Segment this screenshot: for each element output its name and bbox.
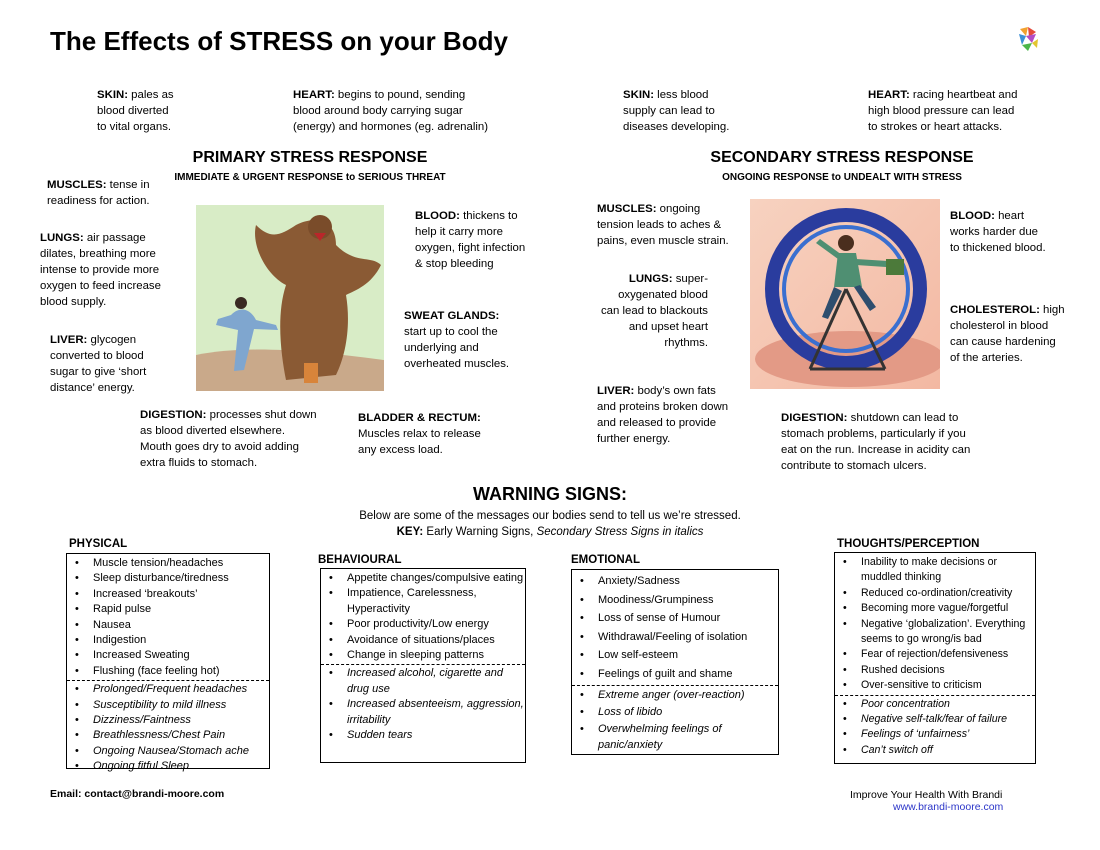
list-item: • Impatience, Carelessness, Hyperactivity	[347, 586, 525, 617]
list-item: • Overwhelming feelings of panic/anxiety	[598, 722, 778, 753]
physical-box	[66, 553, 270, 773]
list-item: • Nausea	[93, 618, 269, 633]
behavioural-heading: BEHAVIOURAL	[318, 554, 402, 566]
list-item: • Low self-esteem	[598, 646, 778, 665]
physical-early-list	[67, 556, 269, 679]
primary-skin: SKIN: pales as blood diverted to vital organs.	[97, 89, 174, 133]
list-item: • Sleep disturbance/tiredness	[93, 571, 269, 586]
list-item: • Breathlessness/Chest Pain	[93, 728, 269, 743]
warning-key: KEY: Early Warning Signs, Secondary Stress Signs in italics	[396, 526, 704, 538]
list-item: • Susceptibility to mild illness	[93, 698, 269, 713]
list-item: • Rapid pulse	[93, 602, 269, 617]
list-item: • Increased ‘breakouts’	[93, 587, 269, 602]
behavioural-secondary-list	[321, 666, 525, 743]
divider	[572, 685, 778, 686]
primary-bladder: BLADDER & RECTUM: Muscles relax to release any excess load.	[358, 412, 481, 456]
list-item: • Negative ‘globalization’. Everything seems to go wrong/is bad	[861, 617, 1035, 648]
primary-sweat-glands: SWEAT GLANDS: start up to cool the underlying and overheated muscles.	[404, 310, 510, 370]
warning-intro: Below are some of the messages our bodies send to tell us we’re stressed.	[359, 510, 741, 522]
secondary-subheading: ONGOING RESPONSE to UNDEALT WITH STRESS	[722, 172, 962, 183]
secondary-cholesterol: CHOLESTEROL: high cholesterol in blood can cause hardening of the arteries.	[950, 304, 1065, 364]
secondary-muscles: MUSCLES: ongoing tension leads to aches & pains, even muscle strain.	[597, 203, 729, 247]
list-item: • Feelings of guilt and shame	[598, 665, 778, 684]
bear-illustration	[196, 205, 384, 391]
thoughts-early-list	[835, 555, 1035, 694]
list-item: • Withdrawal/Feeling of isolation	[598, 628, 778, 647]
physical-secondary-list	[67, 682, 269, 774]
list-item: • Poor productivity/Low energy	[347, 617, 525, 632]
emotional-secondary-list	[572, 688, 778, 754]
list-item: • Appetite changes/compulsive eating	[347, 571, 525, 586]
list-item: • Feelings of ‘unfairness’	[861, 727, 1035, 742]
list-item: • Loss of libido	[598, 705, 778, 720]
list-item: • Increased absenteeism, aggression, irritability	[347, 697, 525, 728]
list-item: • Inability to make decisions or muddled thinking	[861, 555, 1035, 586]
footer-tagline: Improve Your Health With Brandi	[850, 789, 1003, 801]
list-item: • Change in sleeping patterns	[347, 648, 525, 663]
list-item: • Reduced co-ordination/creativity	[861, 586, 1035, 601]
list-item: • Avoidance of situations/places	[347, 633, 525, 648]
list-item: • Extreme anger (over-reaction)	[598, 688, 778, 703]
secondary-skin: SKIN: less blood supply can lead to diseases developing.	[623, 89, 730, 133]
list-item: • Ongoing Nausea/Stomach ache	[93, 744, 269, 759]
list-item: • Loss of sense of Humour	[598, 609, 778, 628]
primary-blood: BLOOD: thickens to help it carry more oxygen, fight infection & stop bleeding	[415, 210, 526, 270]
primary-lungs: LUNGS: air passage dilates, breathing more intense to provide more oxygen to feed increase blood supply.	[40, 232, 161, 308]
list-item: • Dizziness/Faintness	[93, 713, 269, 728]
list-item: • Indigestion	[93, 633, 269, 648]
page-title: The Effects of STRESS on your Body	[50, 26, 508, 56]
divider	[835, 695, 1035, 696]
primary-subheading: IMMEDIATE & URGENT RESPONSE to SERIOUS THREAT	[174, 172, 446, 183]
thoughts-secondary-list	[835, 697, 1035, 759]
logo-icon	[1016, 26, 1040, 52]
footer-email: Email: contact@brandi-moore.com	[50, 788, 225, 800]
behavioural-box	[320, 568, 526, 763]
list-item: • Muscle tension/headaches	[93, 556, 269, 571]
footer-website-link[interactable]: www.brandi-moore.com	[893, 801, 1004, 813]
hamster-wheel-illustration	[750, 199, 940, 389]
primary-digestion: DIGESTION: processes shut down as blood diverted elsewhere. Mouth goes dry to avoid adding extra fluids to stomach.	[140, 409, 317, 469]
list-item: • Prolonged/Frequent headaches	[93, 682, 269, 697]
divider	[67, 680, 269, 681]
primary-heading: PRIMARY STRESS RESPONSE	[192, 149, 428, 166]
list-item: • Ongoing fitful Sleep	[93, 759, 269, 774]
secondary-digestion: DIGESTION: shutdown can lead to stomach problems, particularly if you eat on the run. Increase in acidity can contribute to stomach ulcers.	[781, 412, 971, 472]
emotional-early-list	[572, 572, 778, 684]
list-item: • Over-sensitive to criticism	[861, 678, 1035, 693]
secondary-heading: SECONDARY STRESS RESPONSE	[710, 149, 974, 166]
warning-heading: WARNING SIGNS:	[472, 484, 627, 504]
list-item: • Can’t switch off	[861, 743, 1035, 758]
thoughts-heading: THOUGHTS/PERCEPTION	[837, 538, 980, 550]
primary-liver: LIVER: glycogen converted to blood sugar to give ‘short distance’ energy.	[50, 334, 147, 394]
list-item: • Poor concentration	[861, 697, 1035, 712]
secondary-blood: BLOOD: heart works harder due to thickened blood.	[950, 210, 1046, 254]
emotional-box	[571, 569, 779, 755]
secondary-lungs: LUNGS: super- oxygenated blood can lead to blackouts and upset heart rhythms.	[600, 273, 708, 349]
list-item: • Becoming more vague/forgetful	[861, 601, 1035, 616]
secondary-liver: LIVER: body’s own fats and proteins broken down and released to provide further energy.	[597, 385, 729, 445]
list-item: • Sudden tears	[347, 728, 525, 743]
emotional-heading: EMOTIONAL	[571, 554, 640, 566]
primary-heart: HEART: begins to pound, sending blood around body carrying sugar (energy) and hormones (eg. adrenalin)	[293, 89, 489, 133]
list-item: • Increased alcohol, cigarette and drug use	[347, 666, 525, 697]
list-item: • Rushed decisions	[861, 663, 1035, 678]
list-item: • Anxiety/Sadness	[598, 572, 778, 591]
list-item: • Moodiness/Grumpiness	[598, 591, 778, 610]
list-item: • Negative self-talk/fear of failure	[861, 712, 1035, 727]
secondary-heart: HEART: racing heartbeat and high blood pressure can lead to strokes or heart attacks.	[868, 89, 1018, 133]
behavioural-early-list	[321, 571, 525, 663]
list-item: • Flushing (face feeling hot)	[93, 664, 269, 679]
list-item: • Increased Sweating	[93, 648, 269, 663]
divider	[321, 664, 525, 665]
list-item: • Fear of rejection/defensiveness	[861, 647, 1035, 662]
thoughts-box	[834, 552, 1036, 764]
primary-muscles: MUSCLES: tense in readiness for action.	[47, 179, 150, 207]
physical-heading: PHYSICAL	[69, 538, 128, 550]
